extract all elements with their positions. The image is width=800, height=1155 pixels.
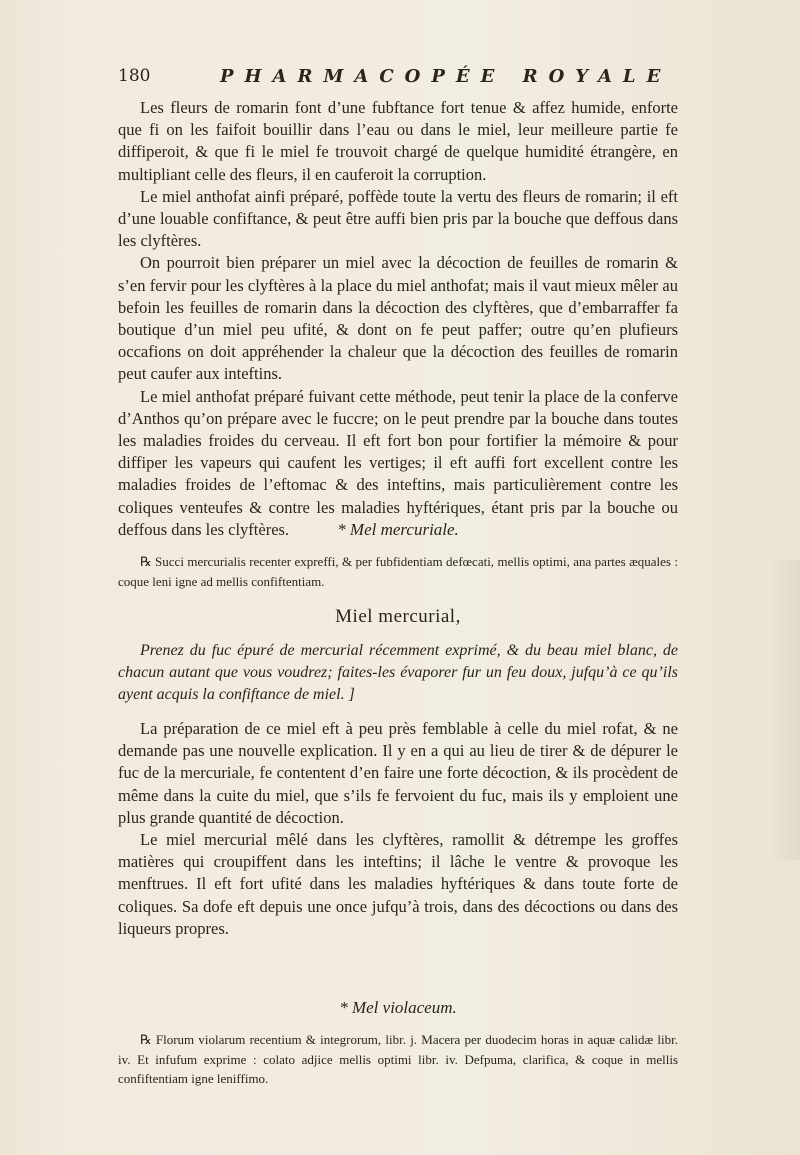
directions-paragraph: Prenez du fuc épuré de mercurial récemment exprimé, & du beau miel blanc, de chacun autant que vous voudrez; faites-les évaporer fur un feu doux, jufqu’à ce qu’ils ayent acquis la confiftance de miel. ] bbox=[118, 642, 678, 703]
latin-paragraph: ℞ Florum violarum recentium & integrorum, libr. j. Macera per duodecim horas in aquæ calidæ libr. iv. Et infufum exprime : colato adjice mellis optimi libr. iv. Defpuma, clarifica, & coque in mellis confiftentiam igne leniffimo. bbox=[118, 1032, 678, 1086]
paragraph: On pourroit bien préparer un miel avec la décoction de feuilles de romarin & s’en fervir pour les clyftères à la place du miel anthofat; mais il vaut mieux mêler au befoin les feuilles de romarin dans la décoction des clyftères, que d’embarraffer fa boutique d’un miel peu ufité, & dont on fe peut paffer; outre qu’en plufieurs occafions on doit appréhender la chaleur que la décoction des feuilles de romarin peut caufer aux inteftins. bbox=[118, 253, 678, 384]
page-edge-shading bbox=[770, 560, 800, 860]
paragraph: Le miel anthofat préparé fuivant cette méthode, peut tenir la place de la conferve d’Anthos qu’on prépare avec le fuccre; on le peut prendre par la bouche dans toutes les maladies froides du cerveau. Il eft fort bon pour fortifier la mémoire & pour diffiper les vapeurs qui caufent les vertiges; il eft auffi fort excellent contre les maladies froides de l’eftomac & des inteftins, mais particulièrement contre les coliques venteufes & contre les maladies hyftériques, étant pris par la bouche ou deffous dans les clyftères. bbox=[118, 386, 678, 539]
page-header bbox=[118, 66, 678, 92]
section-heading-mel-mercuriale: * Mel mercuriale. bbox=[337, 520, 459, 539]
page-number: 180 bbox=[118, 66, 151, 86]
section-title-miel-mercurial: Miel mercurial, bbox=[335, 606, 461, 627]
paragraph: Les fleurs de romarin font d’une fubftance fort tenue & affez humide, enforte que fi on les faifoit bouillir dans l’eau ou dans le miel, leur meilleure partie fe diffiperoit, & que fi le miel fe trouvoit chargé de quelque humidité étrangère, en multipliant celle des fleurs, il en cauferoit la corruption. bbox=[118, 98, 678, 184]
paragraph: Le miel mercurial mêlé dans les clyftères, ramollit & détrempe les groffes matières qui croupiffent dans les inteftins; il lâche le ventre & provoque les menftrues. Il eft fort ufité dans les maladies hyftériques & dans toute forte de coliques. Sa dofe eft depuis une once jufqu’à trois, dans des décoctions ou dans des liqueurs propres. bbox=[118, 830, 678, 938]
paragraph: La préparation de ce miel eft à peu près femblable à celle du miel rofat, & ne demande pas une nouvelle explication. Il y en a qui au lieu de tirer & de dépurer le fuc de la mercuriale, fe contentent d’en faire une forte décoction, & ils procèdent de même dans la cuite du miel, que s’ils fe fervoient du fuc, mais ils y emploient une plus grande quantité de décoction. bbox=[118, 719, 678, 827]
section-heading-mel-violaceum: * Mel violaceum. bbox=[339, 998, 457, 1017]
latin-recipe-mercuriale bbox=[118, 552, 678, 591]
latin-recipe-violaceum bbox=[118, 1030, 678, 1089]
paragraph: Le miel anthofat ainfi préparé, poffède toute la vertu des fleurs de romarin; il eft d’une louable confiftance, & peut être auffi bien pris par la bouche que deffous dans les clyftères. bbox=[118, 186, 678, 251]
latin-paragraph: ℞ Succi mercurialis recenter expreffi, & per fubfidentiam defœcati, mellis optimi, ana partes æquales : coque leni igne ad mellis confiftentiam. bbox=[118, 554, 678, 589]
commentary-mercurial bbox=[118, 718, 678, 940]
body-text-top bbox=[118, 97, 678, 541]
running-title: PHARMACOPÉE ROYALE bbox=[220, 66, 672, 87]
directions-mercurial bbox=[118, 640, 678, 706]
